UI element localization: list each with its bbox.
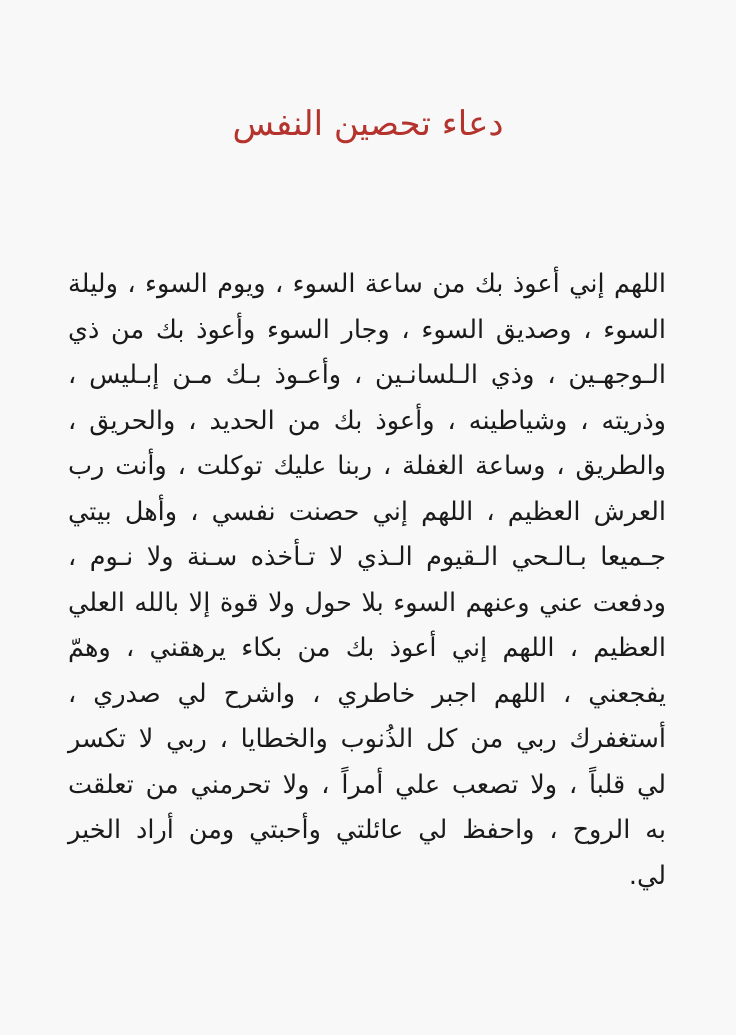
prayer-text (68, 262, 666, 899)
prayer-line: أستغفرك ربي من كل الذُنوب والخطايا ، ربي لا تكسر (68, 724, 666, 754)
page-title: دعاء تحصين النفس (232, 104, 504, 144)
prayer-line: السوء ، وصديق السوء ، وجار السوء وأعوذ بك من ذي (68, 314, 666, 345)
prayer-line: اللهم إني أعوذ بك من ساعة السوء ، ويوم السوء ، وليلة (68, 269, 666, 299)
prayer-line: الـوجهـين ، وذي الـلسانـين ، وأعـوذ بـك مـن إبـليس ، (68, 360, 666, 390)
prayer-line: ودفعت عني وعنهم السوء بلا حول ولا قوة إلا بالله العلي (68, 587, 666, 618)
prayer-line: العرش العظيم ، اللهم إني حصنت نفسي ، وأهل بيتي (68, 496, 666, 527)
prayer-line: يفجعني ، اللهم اجبر خاطري ، واشرح لي صدري ، (68, 678, 666, 709)
prayer-line: وذريته ، وشياطينه ، وأعوذ بك من الحديد ، والحريق ، (68, 405, 666, 436)
prayer-line: به الروح ، واحفظ لي عائلتي وأحبتي ومن أراد الخير (68, 815, 666, 845)
prayer-line: جـميعا بـالـحي الـقيوم الـذي لا تـأخذه سـنة ولا نـوم ، (68, 542, 666, 572)
prayer-line: العظيم ، اللهم إني أعوذ بك من بكاء يرهقني ، وهمّ (68, 633, 666, 663)
prayer-line: والطريق ، وساعة الغفلة ، ربنا عليك توكلت ، وأنت رب (68, 451, 666, 481)
prayer-line: لي قلباً ، ولا تصعب علي أمراً ، ولا تحرمني من تعلقت (68, 769, 666, 800)
prayer-line: لي. (628, 860, 666, 891)
